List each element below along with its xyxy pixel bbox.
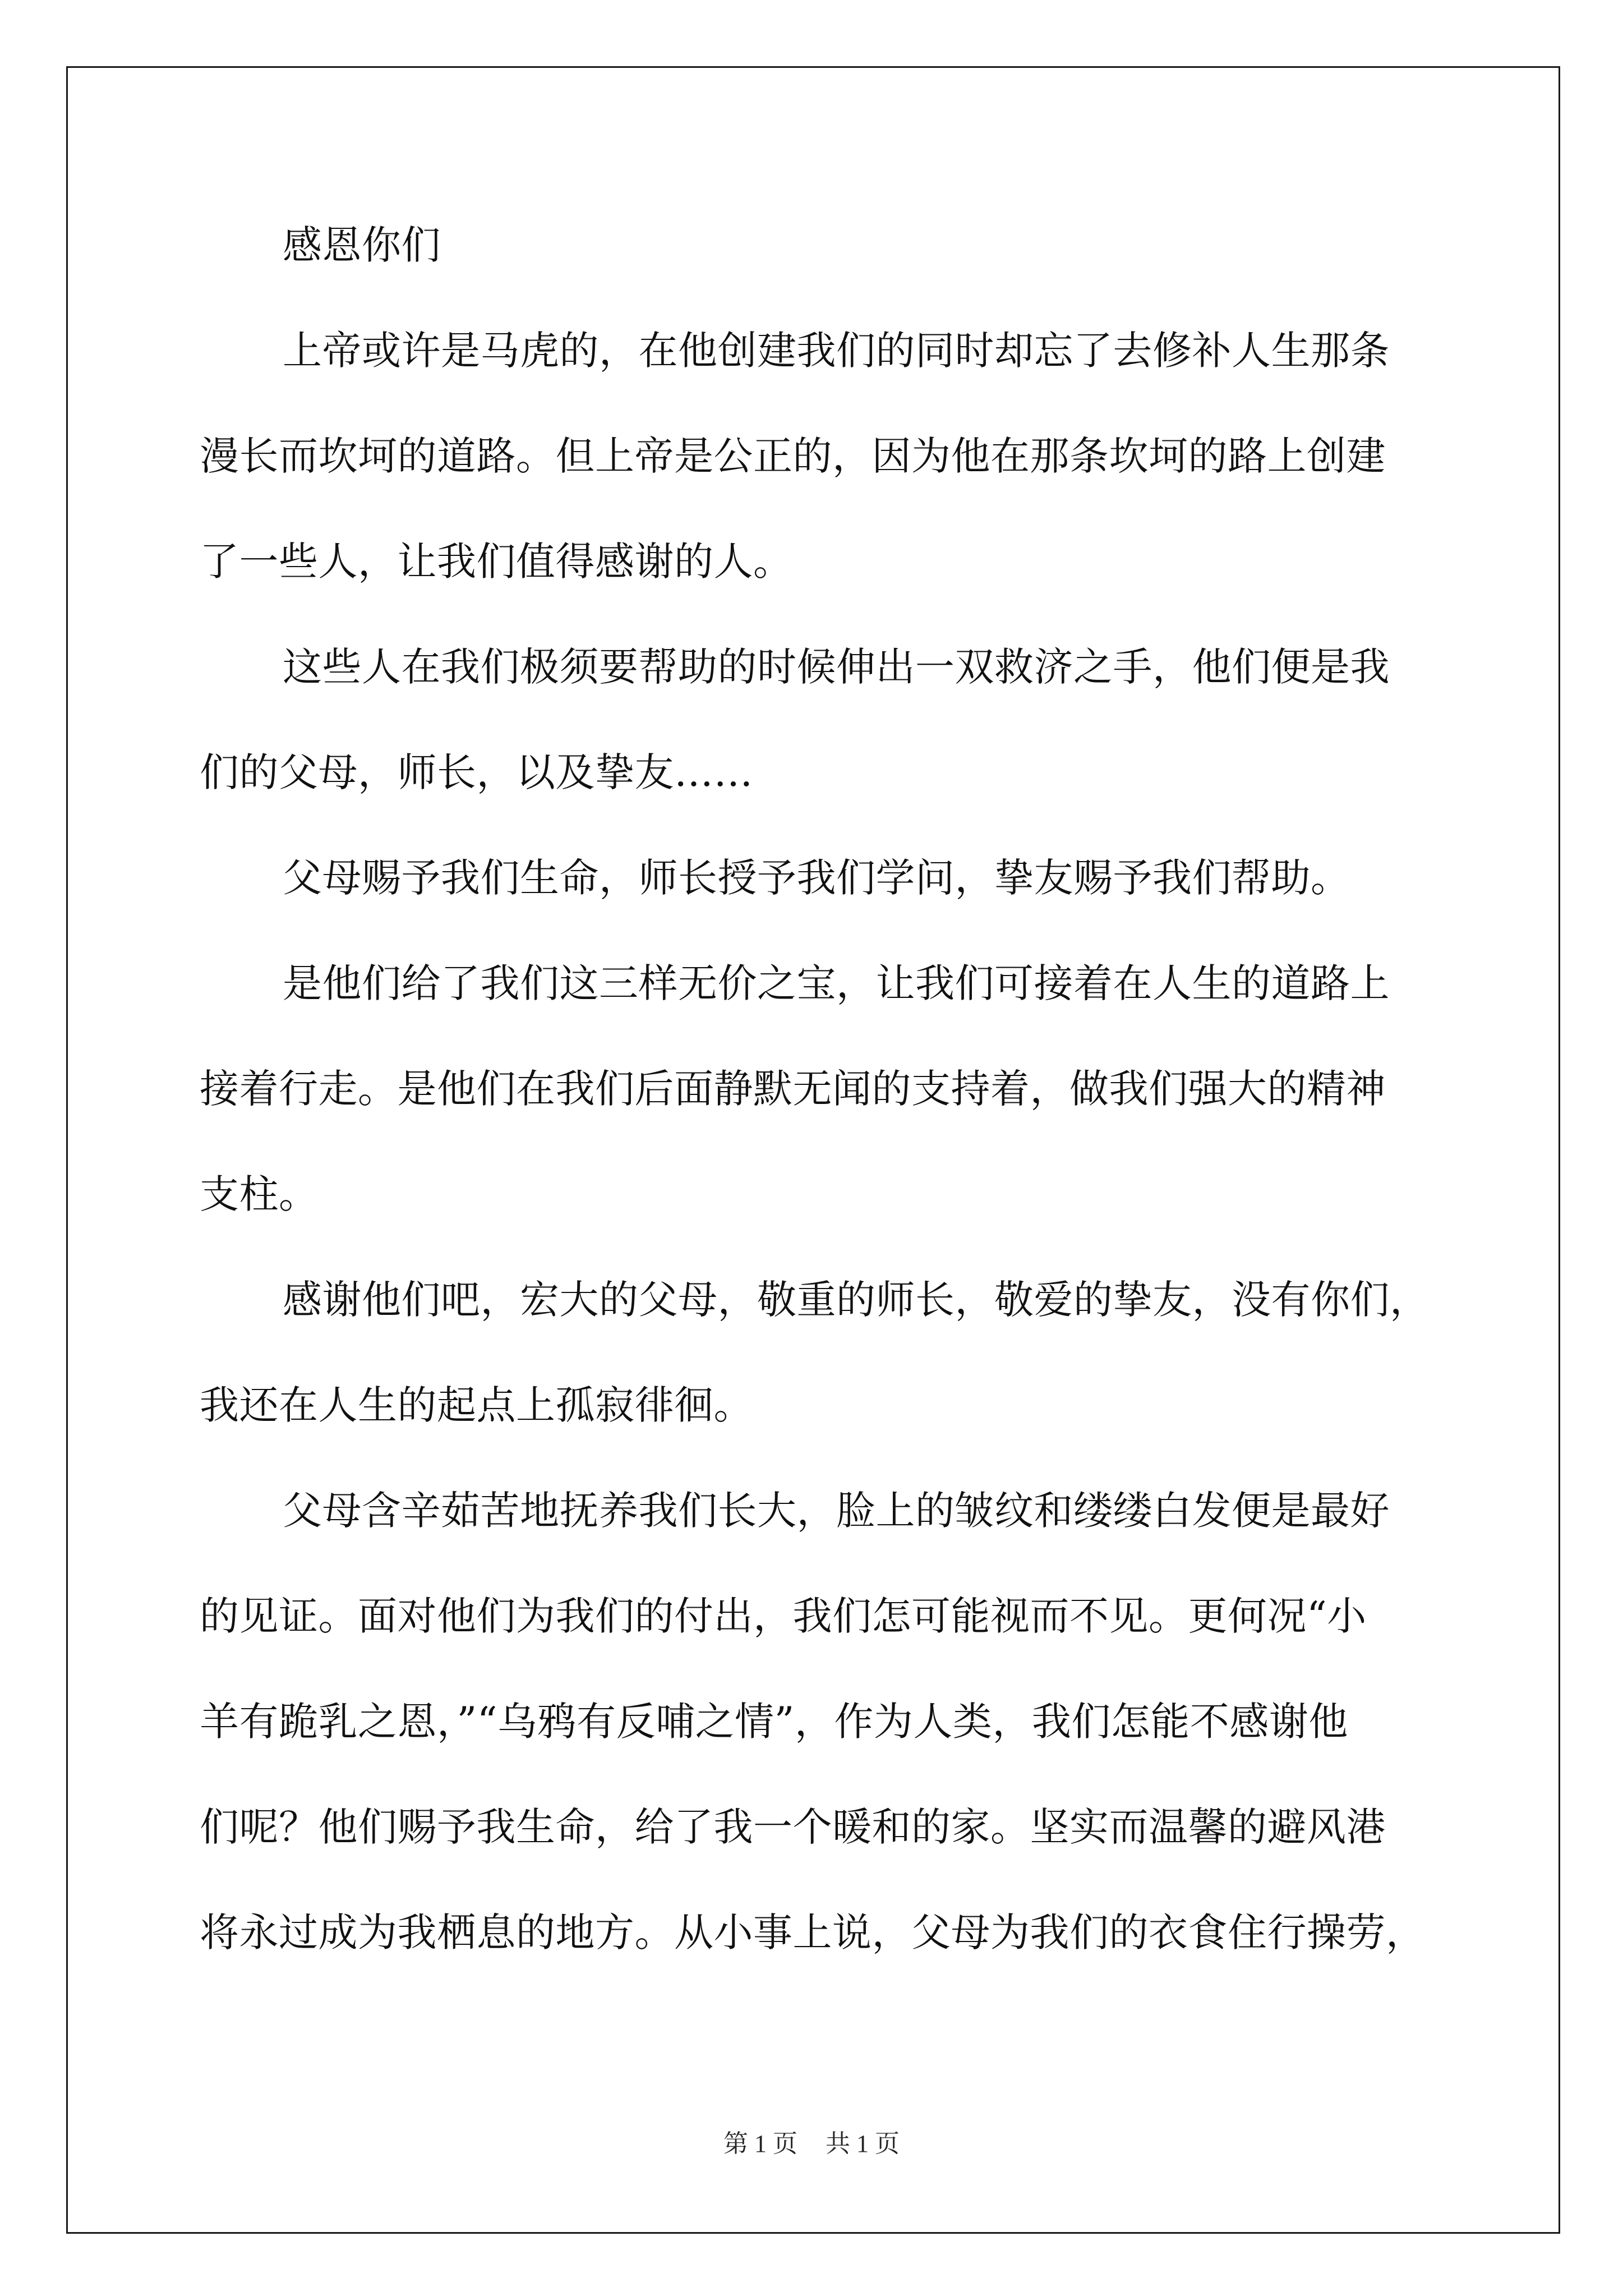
- paragraph-line: 是他们给了我们这三样无价之宝，让我们可接着在人生的道路上: [283, 960, 1390, 1006]
- paragraph-line: 将永过成为我栖息的地方。从小事上说，父母为我们的衣食住行操劳，: [200, 1910, 1426, 1955]
- paragraph-line: 上帝或许是马虎的，在他创建我们的同时却忘了去修补人生那条: [283, 328, 1390, 374]
- paragraph-line: 父母含辛茹苦地抚养我们长大，脸上的皱纹和缕缕白发便是最好: [283, 1488, 1390, 1534]
- paragraph-line: 们的父母，师长，以及挚友……: [200, 749, 753, 795]
- paragraph-line: 我还在人生的起点上孤寂徘徊。: [200, 1382, 753, 1428]
- page-total: 共 1 页: [826, 2130, 900, 2157]
- document-body: [200, 219, 1433, 2012]
- paragraph-line: 这些人在我们极须要帮助的时候伸出一双救济之手，他们便是我: [283, 644, 1390, 690]
- document-title: 感恩你们: [283, 222, 441, 268]
- paragraph-line: 了一些人，让我们值得感谢的人。: [200, 539, 793, 585]
- paragraph-line: 接着行走。是他们在我们后面静默无闻的支持着，做我们强大的精神: [200, 1066, 1386, 1112]
- paragraph-line: 羊有跪乳之恩，”“乌鸦有反哺之情”，作为人类，我们怎能不感谢他: [200, 1699, 1348, 1745]
- paragraph-line: 父母赐予我们生命，师长授予我们学问，挚友赐予我们帮助。: [283, 855, 1350, 901]
- paragraph-line: 漫长而坎坷的道路。但上帝是公正的，因为他在那条坎坷的路上创建: [200, 433, 1386, 479]
- paragraph-line: 支柱。: [200, 1171, 319, 1217]
- paragraph-line: 感谢他们吧，宏大的父母，敬重的师长，敬爱的挚友，没有你们，: [283, 1277, 1430, 1323]
- page-number: 第 1 页: [723, 2130, 797, 2157]
- page-footer: [0, 2123, 1623, 2159]
- paragraph-line: 的见证。面对他们为我们的付出，我们怎可能视而不见。更何况“小: [200, 1593, 1367, 1639]
- paragraph-line: 们呢？他们赐予我生命，给了我一个暖和的家。坚实而温馨的避风港: [200, 1804, 1386, 1850]
